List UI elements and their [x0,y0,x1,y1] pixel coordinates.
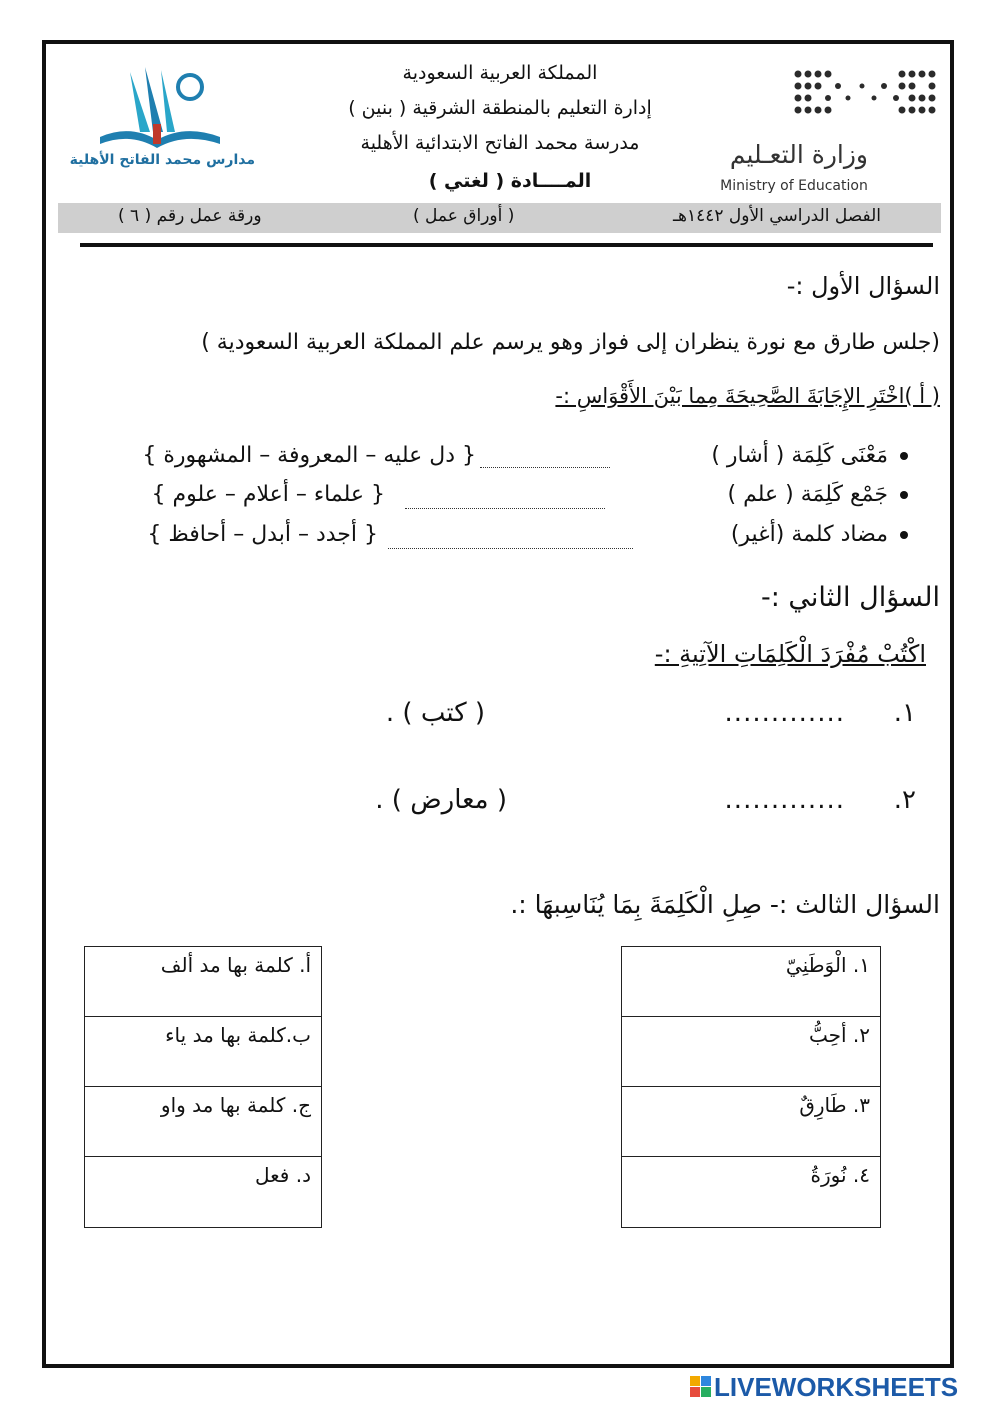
q1-instruction: ( أ )اخْتَرِ الإِجَابَةَ الصَّحِيحَةَ مِما بَيْنَ الأَقْوَاسِ :- [555,384,940,408]
semester-label: الفصل الدراسي الأول ١٤٤٢هـ [673,206,881,226]
sheet-number-label: ورقة عمل رقم ( ٦ ) [118,206,262,226]
q3-left-column [84,946,322,1228]
liveworksheets-logo-icon [690,1376,712,1398]
q2-item-1-blank[interactable]: ............. [724,698,845,728]
q1-passage: (جلس طارق مع نورة ينظران إلى فواز وهو يرسم علم المملكة العربية السعودية ) [201,330,940,355]
ministry-logo-icon [792,68,942,118]
q3-right-item-2[interactable] [622,1017,880,1087]
liveworksheets-brand[interactable]: LIVEWORKSHEETS [714,1372,959,1402]
q2-item-2-num: ٢. [893,785,916,815]
q3-left-item-4[interactable] [85,1157,321,1227]
sheet-type-label: ( أوراق عمل ) [413,206,515,226]
subject-line: المــــادة ( لغتي ) [428,170,592,192]
school-line: مدرسة محمد الفاتح الابتدائية الأهلية [360,132,640,154]
q2-item-1-word: ( كتب ) . [385,698,485,728]
bullet-icon [900,452,908,460]
bullet-icon [900,531,908,539]
q3-left-item-2[interactable] [85,1017,321,1087]
school-logo-icon [95,62,225,152]
q1-title: السؤال الأول :- [786,272,940,300]
q3-right-column [621,946,881,1228]
q3-title: السؤال الثالث :- صِلِ الْكَلِمَةَ بِمَا يُنَاسِبهَا :. [510,890,940,919]
q3-left-item-3-text: ج. كلمة بها مد واو [160,1093,311,1117]
q3-right-item-3[interactable] [622,1087,880,1157]
ministry-name-ar: وزارة التعـليم [729,140,868,169]
q1-item-3-options: { أجدد – أبدل – أحافظ } [147,522,378,547]
bullet-icon [900,491,908,499]
admin-line: إدارة التعليم بالمنطقة الشرقية ( بنين ) [348,97,652,119]
q3-left-item-2-text: ب.كلمة بها مد ياء [165,1023,311,1047]
q2-title: السؤال الثاني :- [760,582,940,613]
q2-item-2-blank[interactable]: ............. [724,785,845,815]
q1-answer-2[interactable] [405,508,605,509]
q2-item-1-num: ١. [893,698,916,728]
q1-item-2 [728,482,909,507]
q1-item-1-prompt: مَعْنَى كَلِمَة ( أشار ) [711,443,888,468]
q2-item-2-word: ( معارض ) . [375,785,507,815]
q2-instruction: اكْتُبْ مُفْرَدَ الْكَلِمَاتِ الآتِيةِ :- [654,640,926,668]
q1-item-1 [711,443,908,468]
q1-answer-1[interactable] [480,467,610,468]
q3-left-item-1-text: أ. كلمة بها مد ألف [160,953,311,977]
school-logo-text: مدارس محمد الفاتح الأهلية [69,152,255,168]
q3-right-item-1-text: ١. الْوَطَنِيّ [785,953,870,977]
info-bar [58,203,941,233]
q3-right-item-2-text: ٢. أحِبُّ [808,1023,870,1047]
q3-left-item-4-text: د. فعل [255,1163,311,1187]
q3-right-item-3-text: ٣. طَارِقٌ [799,1093,870,1117]
q1-answer-3[interactable] [388,548,633,549]
q3-left-item-3[interactable] [85,1087,321,1157]
q1-item-2-options: { علماء – أعلام – علوم } [151,482,385,507]
q1-item-2-prompt: جَمْع كَلِمَة ( علم ) [727,482,888,507]
kingdom-line: المملكة العربية السعودية [402,62,598,84]
q1-item-3-prompt: مضاد كلمة (أغير) [730,522,888,547]
q3-right-item-4-text: ٤. نُورَةُ [810,1163,870,1187]
ministry-name-en: Ministry of Education [720,178,868,194]
q1-item-3 [731,522,908,547]
q3-left-item-1[interactable] [85,947,321,1017]
q1-item-1-options: { دل عليه – المعروفة – المشهورة } [142,443,476,468]
header-rule [80,243,933,247]
q3-right-item-1[interactable] [622,947,880,1017]
q3-right-item-4[interactable] [622,1157,880,1227]
